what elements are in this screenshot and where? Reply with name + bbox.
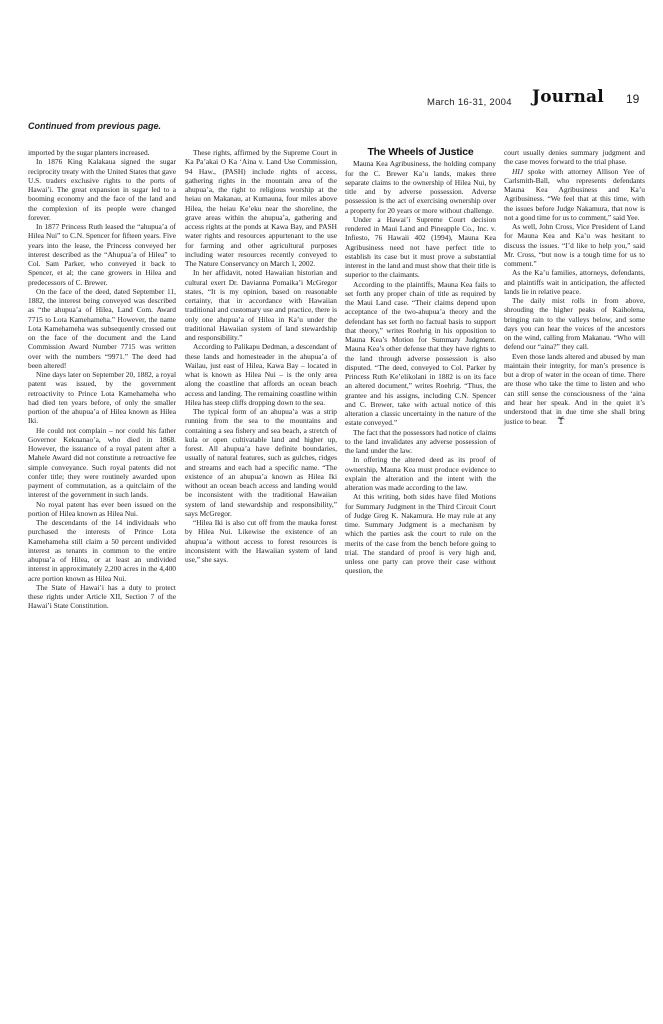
paragraph: In her affidavit, noted Hawaiian historian and cultural exert Dr. Davianna Pomaika’i McGregor states, “It is my opinion, based on reasonable certainty, that in accordance with Hawaiian traditional and customary use and practice, there is only one ahupua’a of Hilea in Ka’u under the traditional Hawaiian system of land stewardship and responsibility.” [185,268,337,342]
paragraph [504,167,645,223]
paragraph: The State of Hawai’i has a duty to protect these rights under Article XII, Section 7 of the Hawai’i State Constitution. [28,582,176,611]
paragraph-text: spoke with attorney Allison Yee of Carlsmith-Ball, who represents defendants Mauna Kea Agribusiness and Ka’u Agribusiness. “We feel that at this time, with the issues before Judge Nakamura, that now is not a good time for us to comment,” said Yee. [504,166,645,222]
paragraph: As the Ka’u families, attorneys, defendants, and plaintiffs wait in anticipation, the affected lands lie in relative peace. [504,268,645,296]
paragraph: No royal patent has ever been issued on the portion of Hilea known as Hilea Nui. [28,499,176,518]
paragraph: As well, John Cross, Vice President of Land for Mauna Kea and Ka’u was hesitant to discuss the issues. “I’d like to help you,” said Mr. Cross, “but now is a tough time for us to comment.” [504,222,645,268]
paragraph: According to Palikapu Dedman, a descendant of these lands and homesteader in the ahupua’a of Wailau, just east of Hilea, Kawa Bay – located in what is known as Hilea Nui – is the only area along the coastline that affords an ocean beach access and landing. The remaining coastline within Hilea has steep cliffs dropping down to the sea. [185,342,337,407]
paragraph: On the face of the deed, dated September 11, 1882, the interest being conveyed was described as “the ahupua’a of Hilea, Land Com. Award 7715 to Lota Kamehameha.” However, the name Lota Kamehameha was subsequently crossed out on the face of the document and the Land Commission Award Number 7715 was written over with the numbers “9971.” The deed had been altered! [28,286,176,370]
paragraph: The descendants of the 14 individuals who purchased the interests of Prince Lota Kamehameha still claim a 50 percent undivided interest as tenants in common to the entire ahupua’a of Hilea, or at least an undivided interest in approximately 2,200 acres in the 4,400 acre portion known as Hilea Nui. [28,518,176,583]
column-1 [28,148,176,611]
palm-tree-end-mark-icon [549,416,565,426]
paragraph: He could not complain – nor could his father Governor Kekuanao’a, who died in 1868. However, the issuance of a royal patent after a Mahele Award did not constitute a retroactive fee simple conveyance. Such royal patents did not confer title; they were routinely awarded upon payment of commutation, as a quitclaim of the interest of the government in such lands. [28,425,176,500]
paragraph: In 1877 Princess Ruth leased the “ahupua’a of Hilea Nui” to C.N. Spencer for fifteen years. Five years into the lease, the Princess conveyed her interest described as the “Ahupua’a of Hilea” to Col. Sam Parker, who conveyed it back to Spencer, et al; the cane growers in Hilea and predecessors of C. Brewer. [28,222,176,287]
paragraph: Under a Hawai’i Supreme Court decision rendered in Maui Land and Pineapple Co., Inc. v. Infiesto, 76 Hawaii 402 (1994), Mauna Kea Agribusiness need not have perfect title to establish its case but it must prove a substantial interest in the land and must show that their title is superior to the claimants. [345,214,496,280]
paragraph: The fact that the possessors had notice of claims to the land invalidates any adverse possession of the land under the law. [345,427,496,455]
article-headline: The Wheels of Justice [367,146,474,158]
paragraph: imported by the sugar planters increased. [28,148,150,157]
column-3 [345,148,496,576]
paragraph-text: Even those lands altered and abused by man maintain their integrity, for man’s presence is but a drop of water in the ocean of time. There are those who take the time to listen and who can still sense the consciousness of the ‘aina and hear her speak. And in the quiet it’s understood that in due time she shall bring justice to bear. [504,351,645,427]
continued-note: Continued from previous page. [28,121,162,131]
paragraph [504,352,645,427]
paragraph: At this writing, both sides have filed Motions for Summary Judgment in the Third Circuit Court of Judge Greg K. Nakamura. He may rule at any time. Summary Judgment is a mechanism by which the parties ask the court to rule on the merits of the case from the bench before going to trial. The standard of proof is very high and, unless one party can prove their case without question, the [345,492,496,576]
paragraph: Nine days later on September 20, 1882, a royal patent was issued, by the government retroactivity to Prince Lota Kamehameha who had died ten years before, of only the smaller portion of the ahupua’a of Hilea known as Hilea Iki. [28,370,176,426]
issue-date: March 16-31, 2004 [427,97,512,108]
masthead-title: Journal [532,87,604,107]
paragraph: “Hilea Iki is also cut off from the mauka forest by Hilea Nui. Likewise the existence of an ahupua’a without access to forest resources is inconsistent with the Hawaiian system of land use,” she says. [185,518,337,564]
paragraph: The typical form of an ahupua’a was a strip running from the sea to the mountains and containing a sea fishery and sea beach, a stretch of kula or open cultivatable land and higher up, forest. All ahupua’a have definite boundaries, usually of natural features, such as gulches, ridges and streams and each had a specific name. “The existence of an ahupua’a known as Hilea Iki without an ocean beach access and landing would be inconsistent with the traditional Hawaiian system of land stewardship and responsibility,” says McGregor. [185,407,337,518]
paragraph: court usually denies summary judgment and the case moves forward to the trial phase. [504,148,645,167]
page-number: 19 [626,92,640,106]
publication-abbreviation: HIJ [512,166,524,176]
column-4 [504,148,645,427]
paragraph: The daily mist rolls in from above, shrouding the higher peaks of Kaiholena, bringing rain to the valleys below, and some days you can hear the voices of the ancestors on the wind, calling from Makanau. “Who will defend our “aina?” they call. [504,296,645,352]
paragraph: In offering the altered deed as its proof of ownership, Mauna Kea must produce evidence to explain the alteration and the intent with the alteration was made according to the law. [345,455,496,492]
column-2 [185,148,337,564]
paragraph: In 1876 King Kalakaua signed the sugar reciprocity treaty with the United States that gave U.S. traders exclusive rights to the ports of Hawai’i. The great expansion in sugar led to a booming economy and the face of the land and the complexion of its people were changed forever. [28,157,176,222]
paragraph: These rights, affirmed by the Supreme Court in Ka Pa’akai O Ka ‘Aina v. Land Use Commission, 94 Haw., (PASH) include rights of access, gathering rights in the mountain area of the ahupua’a, the right to religious worship at the heiau on Makanau, at Kumauna, four miles above Hilea, the heiau Ke’eku near the shoreline, the grave areas within the ahupua’a, gathering and access rights at the ponds at Kawa Bay, and PASH water rights and resources appurtenant to the use for farming and other agricultural purposes including water resources recently conveyed to The Nature Conservancy on March 1, 2002. [185,148,337,268]
paragraph: Mauna Kea Agribusiness, the holding company for the C. Brewer Ka’u lands, makes three separate claims to the ownership of Hilea Nui, by title and by adverse possession. Adverse possession is the act of exercising ownership over a property for 20 years or more without challenge. [345,159,496,215]
paragraph: According to the plaintiffs, Mauna Kea fails to set forth any proper chain of title as required by the Maui Land case. “Their claims depend upon acceptance of the two-ahupua’a theory and the defendant has set forth no factual basis to support that theory,” writes Roehrig in his opposition to Mauna Kea’s Motion for Summary Judgment. Mauna Kea’s other defense that they have rights to the land through adverse possession is also disputed. “The deed, conveyed to Col. Parker by Princess Ruth Ke’elikolani in 1882 is on its face an altered document,” writes Roehrig. “Thus, the grantee and his assigns, including C.N. Spencer and C. Brewer, take with actual notice of this alteration a classic uncertainty in the nature of the estate conveyed.” [345,279,496,428]
